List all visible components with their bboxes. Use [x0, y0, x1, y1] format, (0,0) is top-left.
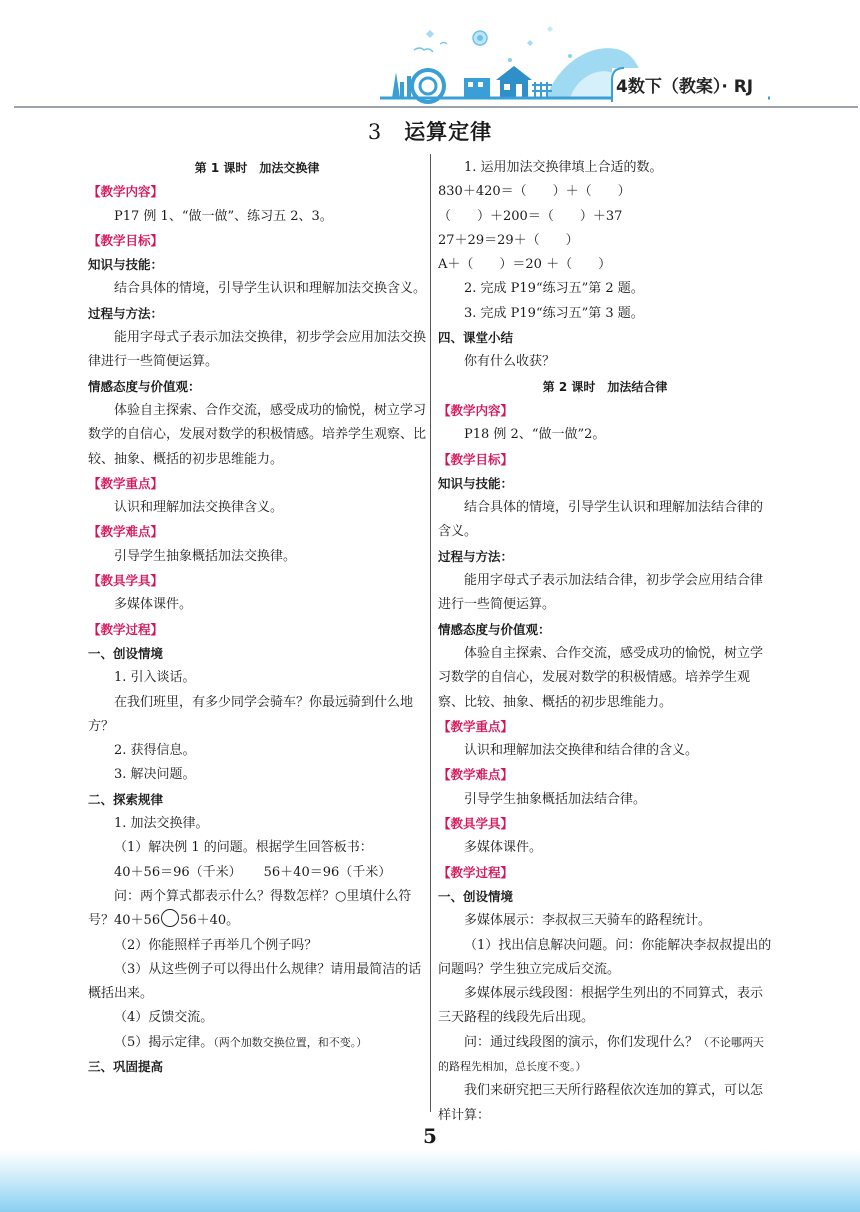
discover-question	[438, 1031, 772, 1080]
step-2-ask-text: 问：两个算式都表示什么？得数怎样？○里填什么符号？40＋56	[88, 888, 412, 929]
knowledge-text: 结合具体的情境，引导学生认识和理解加法交换含义。	[114, 281, 427, 297]
step-2-question-3: （3）从这些例子可以得出什么规律？请用最简洁的话概括出来。	[88, 961, 422, 1002]
section-tag-difficulty-2: 【教学难点】	[438, 767, 514, 783]
content-text-2: P18 例 2、“做一做”2。	[464, 427, 606, 443]
heading-process: 过程与方法：	[88, 305, 164, 321]
lesson-1-title: 第 1 课时 加法交换律	[194, 161, 320, 175]
step-2-ask	[88, 885, 426, 934]
key-text-2: 认识和理解加法交换律和结合律的含义。	[464, 743, 699, 759]
section-tag-goal-2: 【教学目标】	[438, 451, 514, 467]
header-rule	[14, 106, 858, 108]
step-2-ask-end: 56＋40。	[180, 913, 240, 929]
difficulty-text-2: 引导学生抽象概括加法结合律。	[464, 791, 647, 807]
equation-a: 40＋56＝96（千米）	[114, 864, 242, 880]
discover-question-note: （不论哪两天的路程先相加，总长度不变。）	[438, 1035, 765, 1073]
step-2-question-5-note: （两个加数交换位置，和不变。）	[213, 1035, 368, 1049]
exercise-3: 27＋29＝29＋（ ）	[438, 232, 579, 248]
step-1-heading-2: 一、创设情境	[438, 888, 514, 904]
step-2-question-2: （2）你能照样子再举几个例子吗？	[114, 937, 318, 953]
step-3-heading: 三、巩固提高	[88, 1058, 164, 1074]
chapter-name: 运算定律	[404, 120, 493, 144]
heading-knowledge: 知识与技能：	[88, 257, 164, 273]
section-tag-goal: 【教学目标】	[88, 232, 164, 248]
exercise-2: （ ）＋200＝（ ）＋37	[438, 208, 623, 224]
tools-text-2: 多媒体课件。	[464, 840, 543, 856]
left-column	[88, 156, 426, 1079]
discover-question-text: 问：通过线段图的演示，你们发现什么？	[464, 1034, 699, 1050]
exercise-6: 3. 完成 P19“练习五”第 3 题。	[464, 305, 644, 321]
section-tag-key: 【教学重点】	[88, 475, 164, 491]
tools-text: 多媒体课件。	[114, 597, 193, 613]
step-4-heading: 四、课堂小结	[438, 330, 514, 346]
step-2-question-4: （4）反馈交流。	[114, 1010, 214, 1026]
section-tag-key-2: 【教学重点】	[438, 718, 514, 734]
step-1-talk: 在我们班里，有多少同学会骑车？你最远骑到什么地方？	[88, 694, 414, 734]
chapter-title	[0, 116, 860, 146]
key-text: 认识和理解加法交换律含义。	[114, 500, 284, 516]
content-text: P17 例 1、“做一做”、练习五 2、3。	[114, 208, 333, 224]
exercise-5: 2. 完成 P19“练习五”第 2 题。	[464, 281, 644, 297]
exercise-1: 830＋420＝（ ）＋（ ）	[438, 184, 631, 200]
lesson-2-title: 第 2 课时 加法结合律	[542, 379, 668, 394]
exercise-4: A＋（ ）＝20 ＋（ ）	[438, 257, 612, 273]
right-column	[438, 156, 772, 1128]
heading-process-2: 过程与方法：	[438, 548, 514, 564]
book-tag: 4数下（教案）· RJ	[616, 77, 754, 97]
step-2-question-1: （1）解决例 1 的问题。根据学生回答板书：	[114, 840, 373, 856]
media-show-text: 多媒体展示：李叔叔三天骑车的路程统计。	[464, 913, 712, 929]
process-text-2: 能用字母式子表示加法结合律，初步学会应用结合律进行一些简便运算。	[438, 573, 764, 613]
step-1-item-1: 1. 引入谈话。	[114, 670, 196, 686]
footer-band	[0, 1150, 860, 1212]
step-2-question-5	[88, 1031, 426, 1055]
step-2-question-5-text: （5）揭示定律。	[114, 1034, 214, 1050]
section-tag-tools-2: 【教具学具】	[438, 816, 514, 832]
difficulty-text: 引导学生抽象概括加法交换律。	[114, 548, 297, 564]
page-number: 5	[423, 1124, 437, 1148]
heading-knowledge-2: 知识与技能：	[438, 475, 514, 491]
section-tag-difficulty: 【教学难点】	[88, 524, 164, 540]
chapter-number: 3	[367, 120, 383, 144]
section-tag-process: 【教学过程】	[88, 621, 164, 637]
knowledge-text-2: 结合具体的情境，引导学生认识和理解加法结合律的含义。	[438, 500, 764, 540]
section-tag-process-2: 【教学过程】	[438, 864, 514, 880]
summary-text: 你有什么收获？	[464, 354, 556, 370]
column-divider	[430, 154, 431, 1112]
section-tag-content: 【教学内容】	[88, 184, 164, 200]
segment-diagram-text: 多媒体展示线段图：根据学生列出的不同算式，表示三天路程的线段先后出现。	[438, 986, 764, 1026]
blank-circle-icon	[161, 909, 179, 927]
heading-emotion: 情感态度与价值观：	[88, 378, 201, 394]
board-equations	[88, 861, 426, 885]
step-2-heading: 二、探索规律	[88, 791, 164, 807]
step-1-heading: 一、创设情境	[88, 645, 164, 661]
step-1-item-3: 3. 解决问题。	[114, 767, 196, 783]
section-tag-tools: 【教具学具】	[88, 573, 164, 589]
question-1-text: （1）找出信息解决问题。问：你能解决李叔叔提出的问题吗？学生独立完成后交流。	[438, 937, 772, 977]
equation-b: 56＋40＝96（千米）	[263, 864, 392, 880]
step-1-item-2: 2. 获得信息。	[114, 743, 196, 759]
step-2-item-1: 1. 加法交换律。	[114, 816, 209, 832]
emotion-text-2: 体验自主探索、合作交流，感受成功的愉悦，树立学习数学的自信心，发展对数学的积极情感。培养学生观察、比较、抽象、概括的初步思维能力。	[438, 645, 764, 710]
heading-emotion-2: 情感态度与价值观：	[438, 621, 551, 637]
section-tag-content-2: 【教学内容】	[438, 402, 514, 418]
process-text: 能用字母式子表示加法交换律，初步学会应用加法交换律进行一些简便运算。	[88, 330, 427, 370]
calculation-text: 我们来研究把三天所行路程依次连加的算式，可以怎样计算：	[438, 1083, 764, 1123]
emotion-text: 体验自主探索、合作交流，感受成功的愉悦，树立学习数学的自信心，发展对数学的积极情感。培养学生观察、比较、抽象、概括的初步思维能力。	[88, 402, 427, 467]
exercise-intro: 1. 运用加法交换律填上合适的数。	[464, 160, 663, 175]
